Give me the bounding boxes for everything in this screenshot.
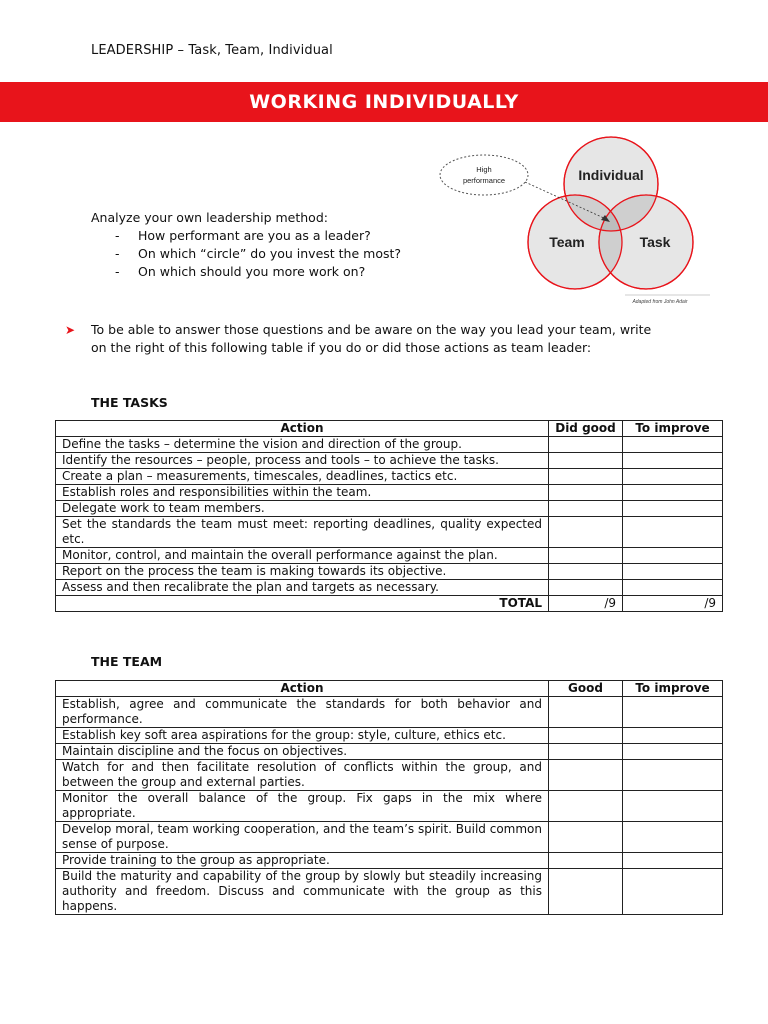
- tasks-table: [55, 420, 723, 612]
- did-good-cell[interactable]: [549, 501, 623, 517]
- table-row: [56, 469, 723, 485]
- total-did-good[interactable]: /9: [549, 596, 623, 612]
- callout-line-2: performance: [462, 176, 506, 185]
- table-header-row: [56, 681, 723, 697]
- table-row: [56, 853, 723, 869]
- table-row: [56, 760, 723, 791]
- action-cell: Create a plan – measurements, timescales, deadlines, tactics etc.: [56, 469, 549, 485]
- to-improve-cell[interactable]: [623, 760, 723, 791]
- table-row: [56, 437, 723, 453]
- to-improve-cell[interactable]: [623, 791, 723, 822]
- good-cell[interactable]: [549, 744, 623, 760]
- table-row: [56, 744, 723, 760]
- document-header: LEADERSHIP – Task, Team, Individual: [91, 43, 333, 58]
- did-good-cell[interactable]: [549, 548, 623, 564]
- action-cell: Develop moral, team working cooperation, and the team’s spirit. Build common sense of purpose.: [56, 822, 549, 853]
- action-cell: Report on the process the team is making towards its objective.: [56, 564, 549, 580]
- did-good-cell[interactable]: [549, 517, 623, 548]
- question-text: On which “circle” do you invest the most?: [138, 246, 402, 261]
- to-improve-cell[interactable]: [623, 744, 723, 760]
- good-cell[interactable]: [549, 697, 623, 728]
- table-row: [56, 697, 723, 728]
- action-cell: Establish key soft area aspirations for the group: style, culture, ethics etc.: [56, 728, 549, 744]
- instruction-line-1: To be able to answer those questions and be aware on the way you lead your team, write: [91, 322, 652, 337]
- to-improve-cell[interactable]: [623, 728, 723, 744]
- action-cell: Establish roles and responsibilities within the team.: [56, 485, 549, 501]
- to-improve-cell[interactable]: [623, 485, 723, 501]
- to-improve-cell[interactable]: [623, 822, 723, 853]
- good-cell[interactable]: [549, 791, 623, 822]
- table-row: [56, 791, 723, 822]
- table-row: [56, 453, 723, 469]
- table-row: [56, 485, 723, 501]
- table-row: [56, 564, 723, 580]
- action-cell: Delegate work to team members.: [56, 501, 549, 517]
- did-good-cell[interactable]: [549, 437, 623, 453]
- to-improve-cell[interactable]: [623, 869, 723, 915]
- task-label: Task: [639, 234, 671, 250]
- callout-bubble: [440, 155, 528, 195]
- column-header-good: Good: [549, 681, 623, 697]
- action-cell: Define the tasks – determine the vision and direction of the group.: [56, 437, 549, 453]
- table-row: [56, 517, 723, 548]
- good-cell[interactable]: [549, 869, 623, 915]
- action-cell: Provide training to the group as appropriate.: [56, 853, 549, 869]
- did-good-cell[interactable]: [549, 453, 623, 469]
- to-improve-cell[interactable]: [623, 501, 723, 517]
- intro-lead: Analyze your own leadership method:: [91, 210, 328, 225]
- question-item: [91, 245, 401, 263]
- callout-line-1: High: [476, 165, 492, 174]
- team-label: Team: [549, 234, 585, 250]
- table-row: [56, 580, 723, 596]
- diagram-credit: Adapted from John Adair: [632, 299, 688, 305]
- intro-block: [91, 209, 401, 281]
- dash-bullet: -: [115, 246, 120, 261]
- good-cell[interactable]: [549, 853, 623, 869]
- to-improve-cell[interactable]: [623, 697, 723, 728]
- to-improve-cell[interactable]: [623, 453, 723, 469]
- instruction-block: [65, 321, 681, 357]
- did-good-cell[interactable]: [549, 485, 623, 501]
- action-cell: Maintain discipline and the focus on objectives.: [56, 744, 549, 760]
- action-cell: Establish, agree and communicate the standards for both behavior and performance.: [56, 697, 549, 728]
- total-row: [56, 596, 723, 612]
- good-cell[interactable]: [549, 728, 623, 744]
- to-improve-cell[interactable]: [623, 853, 723, 869]
- question-text: How performant are you as a leader?: [138, 228, 371, 243]
- team-section-title: THE TEAM: [91, 654, 163, 669]
- column-header-to-improve: To improve: [623, 421, 723, 437]
- adair-venn-diagram: [430, 134, 720, 314]
- table-header-row: [56, 421, 723, 437]
- action-cell: Identify the resources – people, process and tools – to achieve the tasks.: [56, 453, 549, 469]
- column-header-action: Action: [56, 421, 549, 437]
- table-row: [56, 869, 723, 915]
- to-improve-cell[interactable]: [623, 564, 723, 580]
- tasks-section-title: THE TASKS: [91, 395, 168, 410]
- dash-bullet: -: [115, 264, 120, 279]
- column-header-to-improve: To improve: [623, 681, 723, 697]
- table-row: [56, 728, 723, 744]
- column-header-action: Action: [56, 681, 549, 697]
- total-to-improve[interactable]: /9: [623, 596, 723, 612]
- action-cell: Build the maturity and capability of the group by slowly but steadily increasing authority and freedom. Discuss and communicate with the group as this happens.: [56, 869, 549, 915]
- individual-label: Individual: [578, 167, 644, 183]
- good-cell[interactable]: [549, 760, 623, 791]
- to-improve-cell[interactable]: [623, 580, 723, 596]
- good-cell[interactable]: [549, 822, 623, 853]
- action-cell: Monitor, control, and maintain the overall performance against the plan.: [56, 548, 549, 564]
- action-cell: Monitor the overall balance of the group. Fix gaps in the mix where appropriate.: [56, 791, 549, 822]
- dash-bullet: -: [115, 228, 120, 243]
- question-item: [91, 263, 401, 281]
- question-list: [91, 227, 401, 281]
- did-good-cell[interactable]: [549, 580, 623, 596]
- arrow-bullet-icon: ➤: [65, 323, 76, 337]
- question-text: On which should you more work on?: [138, 264, 366, 279]
- action-cell: Assess and then recalibrate the plan and targets as necessary.: [56, 580, 549, 596]
- did-good-cell[interactable]: [549, 564, 623, 580]
- question-item: [91, 227, 401, 245]
- table-row: [56, 501, 723, 517]
- action-cell: Set the standards the team must meet: reporting deadlines, quality expected etc.: [56, 517, 549, 548]
- team-table: [55, 680, 723, 915]
- to-improve-cell[interactable]: [623, 469, 723, 485]
- to-improve-cell[interactable]: [623, 548, 723, 564]
- table-row: [56, 822, 723, 853]
- page-title-banner: [0, 82, 768, 122]
- did-good-cell[interactable]: [549, 469, 623, 485]
- total-label: TOTAL: [56, 596, 549, 612]
- table-row: [56, 548, 723, 564]
- column-header-did-good: Did good: [549, 421, 623, 437]
- to-improve-cell[interactable]: [623, 437, 723, 453]
- instruction-line-2: on the right of this following table if you do or did those actions as team leader:: [91, 340, 592, 355]
- action-cell: Watch for and then facilitate resolution of conflicts within the group, and between the group and external parties.: [56, 760, 549, 791]
- page-title: WORKING INDIVIDUALLY: [249, 91, 519, 113]
- to-improve-cell[interactable]: [623, 517, 723, 548]
